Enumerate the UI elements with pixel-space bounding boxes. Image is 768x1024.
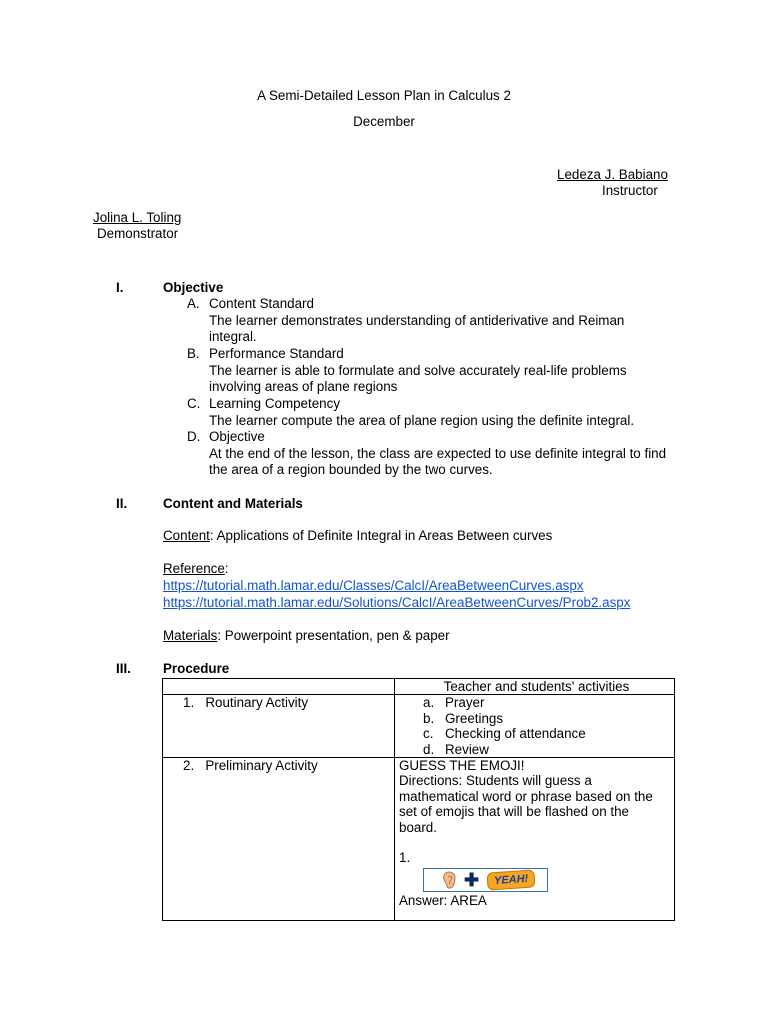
table-cell-routinary [163,695,395,758]
emoji-number: 1. [399,850,411,866]
section-3-heading: Procedure [163,661,230,676]
materials-text: : Powerpoint presentation, pen & paper [217,628,450,643]
section-1-numeral: I. [116,280,124,295]
list-item-text: Greetings [445,710,504,726]
item-description: The learner is able to formulate and solve accurately real-life problems involving areas of plane regions [209,362,627,395]
item-letter: D. [187,429,201,444]
list-item-letter: a. [423,695,435,711]
objective-item-d [187,429,677,479]
ear-icon [442,871,456,889]
item-letter: C. [187,396,201,411]
yeah-sticker-icon: YEAH! [487,870,536,891]
table-cell-preliminary [163,758,395,921]
content-text: : Applications of Definite Integral in Areas Between curves [209,528,553,543]
table-header-empty-cell [163,679,395,695]
objective-item-c [187,396,677,429]
list-item [399,726,674,741]
section-2-numeral: II. [116,496,128,511]
item-description: At the end of the lesson, the class are expected to use definite integral to find the area of a region bounded by the two curves. [209,445,667,478]
item-description: The learner demonstrates understanding of antiderivative and Reiman integral. [209,312,625,345]
item-label: Performance Standard [209,346,344,361]
page-title: A Semi-Detailed Lesson Plan in Calculus 2 [257,88,511,103]
demonstrator-role: Demonstrator [97,226,179,241]
instructor-role: Instructor [602,183,658,198]
materials-label: Materials [163,628,218,643]
item-label: Learning Competency [209,396,341,411]
game-title: GUESS THE EMOJI! [399,758,525,774]
materials-line [163,628,450,645]
game-directions: Directions: Students will guess a mathematical word or phrase based on the set of emojis that will be flashed on the board. [399,773,653,835]
list-item [399,711,674,726]
routinary-activity-label: 1. Routinary Activity [183,695,309,711]
table-header-activities: Teacher and students' activities [395,679,675,695]
table-row [163,695,675,758]
list-item-text: Prayer [445,695,485,711]
emoji-image [423,868,548,892]
content-label: Content [163,528,210,543]
list-item [399,695,674,710]
instructor-name: Ledeza J. Babiano [557,167,668,182]
item-description: The learner compute the area of plane region using the definite integral. [209,412,635,428]
list-item-letter: b. [423,710,435,726]
table-row [163,758,675,921]
item-label: Content Standard [209,296,314,311]
item-label: Objective [209,429,265,444]
table-cell-routinary-activities [395,695,675,758]
section-1-heading: Objective [163,280,224,295]
reference-link-1[interactable]: https://tutorial.math.lamar.edu/Classes/CalcI/AreaBetweenCurves.aspx [163,578,584,593]
month: December [353,114,415,129]
list-item-text: Review [445,741,489,757]
reference-label: Reference [163,561,225,576]
procedure-table [162,678,675,921]
list-item-letter: d. [423,741,435,757]
objective-item-b [187,346,677,396]
plus-icon: ✚ [464,870,480,891]
table-cell-preliminary-activities [395,758,675,921]
preliminary-activity-label: 2. Preliminary Activity [183,758,318,774]
item-letter: B. [187,346,200,361]
demonstrator-name: Jolina L. Toling [93,210,182,225]
item-letter: A. [187,296,200,311]
list-item-letter: c. [423,726,434,742]
table-header-row [163,679,675,695]
content-line [163,528,552,545]
reference-line [163,561,229,578]
objective-item-a [187,296,677,346]
section-2-heading: Content and Materials [163,496,303,511]
section-3-numeral: III. [116,661,131,676]
list-item-text: Checking of attendance [445,726,586,742]
reference-link-2[interactable]: https://tutorial.math.lamar.edu/Solutions/CalcI/AreaBetweenCurves/Prob2.aspx [163,595,631,610]
list-item [399,742,674,757]
answer: Answer: AREA [399,892,487,908]
reference-colon: : [224,561,229,576]
